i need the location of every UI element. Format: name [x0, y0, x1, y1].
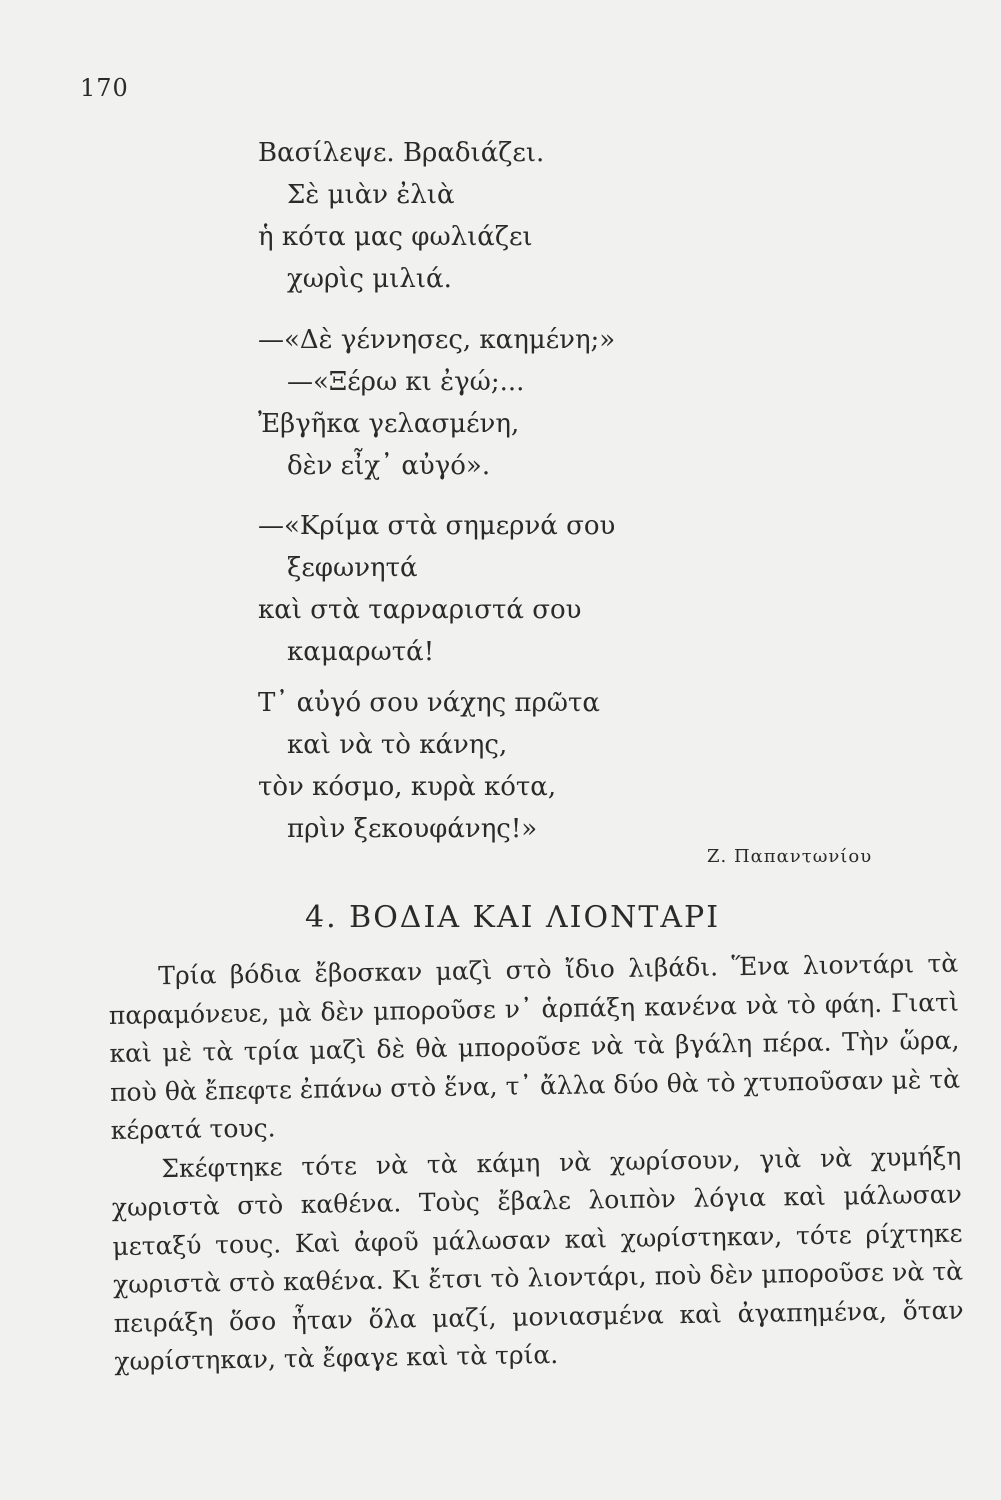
poem-line: ἡ κότα μας φωλιάζει	[258, 222, 533, 252]
prose-body	[108, 945, 965, 1382]
poem-line: Τ᾽ αὐγό σου νάχης πρῶτα	[258, 688, 600, 718]
poem-line: καὶ στὰ ταρναριστά σου	[258, 595, 582, 625]
poem-line: καμαρωτά!	[287, 637, 435, 667]
poem-line: —«Κρίμα στὰ σημερνά σου	[258, 511, 616, 541]
poem-line: Ἐβγῆκα γελασμένη,	[258, 409, 520, 439]
poem-line: Σὲ μιὰν ἐλιὰ	[287, 180, 455, 210]
page-number: 170	[80, 74, 129, 102]
poem-line: πρὶν ξεκουφάνης!»	[287, 814, 538, 844]
poem-line: δὲν εἶχ᾽ αὐγό».	[287, 451, 491, 481]
poem-line: καὶ νὰ τὸ κάνης,	[287, 730, 508, 760]
poem-author: Ζ. Παπαντωνίου	[707, 846, 873, 867]
poem-line: —«Δὲ γέννησες, καημένη;»	[258, 325, 616, 355]
paragraph: Τρία βόδια ἔβοσκαν μαζὶ στὸ ἴδιο λιβάδι. Ἕνα λιοντάρι τὰ παραμόνευε, μὰ δὲν μποροῦσε ν᾽ ἁρπάξη κανένα νὰ τὸ φάη. Γιατὶ καὶ μὲ τὰ τρία μαζὶ δὲ θὰ μποροῦσε νὰ τὰ βγάλη πέρα. Τὴν ὥρα, ποὺ θὰ ἔπεφτε ἐπάνω στὸ ἕνα, τ᾽ ἄλλα δύο θὰ τὸ χτυποῦσαν μὲ τὰ κέρατά τους.	[108, 948, 961, 1145]
poem-line: τὸν κόσμο, κυρὰ κότα,	[258, 772, 557, 802]
poem-line: χωρὶς μιλιά.	[287, 264, 452, 294]
poem-line: Βασίλεψε. Βραδιάζει.	[258, 138, 545, 168]
poem-line: —«Ξέρω κι ἐγώ;...	[287, 367, 525, 397]
section-title: 4. ΒΟΔΙΑ ΚΑΙ ΛΙΟΝΤΑΡΙ	[305, 900, 721, 935]
paragraph: Σκέφτηκε τότε νὰ τὰ κάμη νὰ χωρίσουν, γιὰ νὰ χυμήξη χωριστὰ στὸ καθένα. Τοὺς ἔβαλε λοιπὸν λόγια καὶ μάλωσαν μεταξύ τους. Καὶ ἀφοῦ μάλωσαν καὶ χωρίστηκαν, τότε ρίχτηκε χωριστὰ στὸ καθένα. Κι ἔτσι τὸ λιοντάρι, ποὺ δὲν μποροῦσε νὰ τὰ πειράξη ὅσο ἦταν ὅλα μαζί, μονιασμένα καὶ ἀγαπημένα, ὅταν χωρίστηκαν, τὰ ἔφαγε καὶ τὰ τρία.	[111, 1141, 964, 1376]
poem-line: ξεφωνητά	[287, 553, 418, 583]
